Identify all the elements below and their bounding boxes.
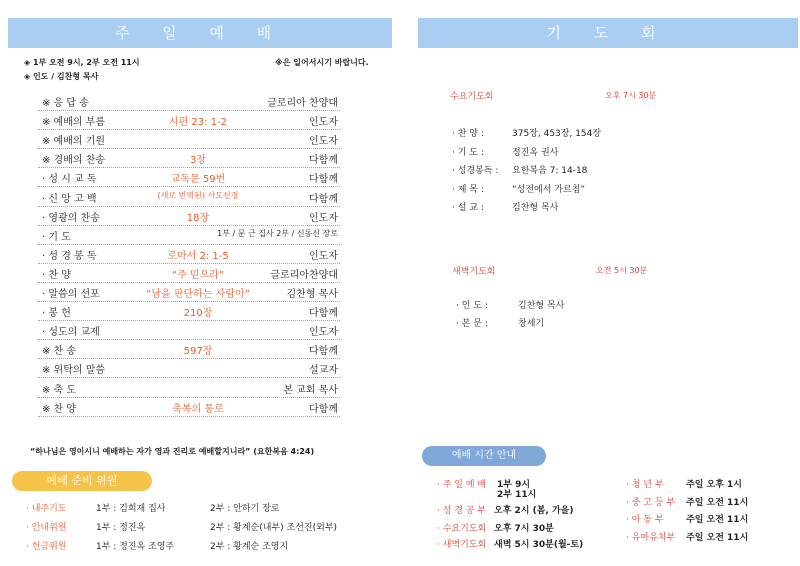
wednesday-item-value: 정진옥 권사 (512, 147, 559, 158)
order-item-leader: 다함께 (309, 308, 338, 320)
schedule-label: · 중 고 등 부 (626, 497, 676, 508)
order-item-leader: 글로리아찬양대 (270, 269, 338, 281)
committee-label: · 내주기도 (26, 504, 67, 514)
order-item-name: ※ 찬 양 (42, 403, 77, 415)
order-item-leader: 김찬형 목사 (286, 289, 338, 300)
order-item-name: · 찬 양 (42, 269, 71, 281)
service-times (24, 57, 140, 68)
order-item-leader: 다함께 (309, 174, 338, 186)
order-item-name: ※ 찬 송 (42, 346, 77, 358)
order-item-leader: 다함께 (309, 346, 338, 358)
dawn-time: 오전 5시 30분 (596, 266, 648, 275)
schedule-label: · 청 년 부 (626, 480, 664, 490)
wednesday-item-value: 요한복음 7: 14-18 (512, 166, 588, 176)
diamond-icon: ◈ (24, 58, 31, 67)
committee-part2: 2부 : 황계순(내부) 조선진(외부) (210, 523, 338, 533)
dawn-item-label: · 본 문 : (456, 319, 488, 329)
schedule-value: 1부 9시 (497, 480, 531, 490)
order-item-name: ※ 예배의 부름 (42, 117, 106, 129)
dawn-title: 새벽기도회 (452, 267, 496, 277)
committee-part1: 1부 : 정진옥 (96, 523, 146, 533)
order-item-leader: 인도자 (309, 117, 338, 129)
schedule-title: 예배 시간 안내 (422, 446, 546, 466)
schedule-label: · 유아유치부 (626, 532, 676, 543)
schedule-label: · 성 경 공 부 (437, 506, 487, 516)
order-item-name: ※ 위탁의 말씀 (42, 365, 106, 377)
order-item-detail: 210장 (183, 308, 213, 320)
committee-part1: 1부 : 김희재 집사 (96, 504, 166, 514)
committee-part2: 2부 : 안하기 장로 (210, 504, 280, 514)
diamond-icon: ◈ (24, 72, 31, 81)
schedule-value: 2부 11시 (497, 490, 537, 500)
schedule-value: 주일 오전 11시 (686, 497, 749, 508)
right-page-header: 기 도 회 (418, 18, 798, 48)
order-item-leader: 다함께 (309, 155, 338, 167)
committee-title: 예배 준비 위원 (12, 471, 152, 491)
order-item-name: · 말씀의 선포 (42, 289, 100, 300)
wednesday-item-label: · 찬 양 : (452, 129, 484, 139)
order-row (38, 263, 340, 283)
schedule-label: · 수요기도회 (437, 524, 487, 534)
service-leader-text: 인도 / 김찬형 목사 (32, 72, 99, 81)
order-item-name: · 신 앙 고 백 (42, 193, 97, 205)
committee-part2: 2부 : 황계순 조영지 (210, 542, 289, 552)
schedule-label: · 아 동 부 (626, 515, 664, 525)
order-row (38, 301, 340, 321)
schedule-value: 주일 오전 11시 (686, 532, 749, 543)
order-row (38, 225, 340, 245)
order-item-leader: 설교자 (309, 365, 338, 377)
order-item-leader: 인도자 (309, 250, 338, 262)
order-item-name: · 기 도 (42, 231, 71, 243)
committee-part1: 1부 : 정진옥 조영주 (96, 542, 175, 552)
wednesday-item-value: 김찬형 목사 (512, 203, 559, 213)
order-item-detail: 18장 (186, 212, 210, 224)
order-row (38, 358, 340, 378)
order-item-leader: 글로리아 찬양대 (267, 98, 338, 109)
order-row (38, 244, 340, 264)
order-item-leader: 다함께 (309, 193, 338, 205)
order-item-detail: (새로 번역된) 사도신경 (157, 190, 239, 200)
order-row (38, 206, 340, 226)
order-item-detail: 축복의 통로 (172, 403, 224, 415)
order-row (38, 148, 340, 168)
dawn-item-label: · 인 도 : (456, 301, 488, 311)
schedule-value: 오후 7시 30분 (494, 524, 554, 534)
order-item-name: · 성 경 봉 독 (42, 250, 97, 262)
wednesday-item-label: · 기 도 : (452, 147, 484, 158)
order-item-name: · 성도의 교제 (42, 327, 100, 339)
dawn-item-value: 창세기 (518, 319, 545, 329)
left-page-header: 주 일 예 배 (8, 18, 392, 48)
order-item-name: · 영광의 찬송 (42, 212, 100, 224)
order-row (38, 167, 340, 187)
wednesday-item-label: · 제 목 : (452, 184, 484, 195)
schedule-value: 오후 2시 (봄, 가을) (494, 506, 574, 516)
committee-label: · 안내위원 (26, 523, 67, 533)
standing-notice: ※은 일어서시기 바랍니다. (275, 58, 369, 67)
wednesday-title: 수요기도회 (450, 92, 494, 102)
schedule-value: 새벽 5시 30분(월-토) (494, 540, 584, 550)
order-item-name: · 봉 헌 (42, 308, 71, 320)
order-item-detail: 3장 (189, 155, 207, 167)
order-item-detail: “주 믿으라” (171, 269, 225, 281)
service-leader (24, 71, 98, 82)
wednesday-time: 오후 7시 30분 (605, 91, 657, 100)
order-item-name: ※ 경배의 찬송 (42, 155, 106, 167)
order-item-name: · 성 시 교 독 (42, 174, 97, 186)
order-row (38, 129, 340, 149)
order-item-detail: 로마서 2: 1-5 (167, 250, 229, 262)
order-row (38, 110, 340, 130)
dawn-item-value: 김찬형 목사 (518, 301, 565, 311)
order-item-detail: “남을 판단하는 사람아” (146, 289, 250, 300)
wednesday-item-value: 375장, 453장, 154장 (512, 129, 602, 139)
schedule-value: 주일 오전 11시 (686, 515, 749, 525)
order-row (38, 378, 340, 398)
order-row (38, 397, 340, 417)
wednesday-item-label: · 성경봉독 : (452, 166, 499, 176)
order-item-leader: 본 교회 목사 (283, 384, 338, 396)
order-row (38, 339, 340, 359)
order-item-leader: 인도자 (309, 136, 338, 148)
order-item-detail: 시편 23: 1-2 (168, 117, 228, 129)
order-item-leader: 인도자 (309, 327, 338, 339)
order-item-name: ※ 응 답 송 (42, 98, 89, 109)
order-item-leader: 1부 / 문 근 집사 2부 / 신동신 장로 (217, 228, 338, 238)
wednesday-item-label: · 설 교 : (452, 203, 484, 213)
wednesday-item-value: “성전에서 가르침” (512, 184, 586, 195)
order-item-leader: 인도자 (309, 212, 338, 224)
order-row (38, 282, 340, 302)
schedule-label: · 주 일 예 배 (437, 480, 487, 490)
schedule-value: 주일 오후 1시 (686, 480, 742, 490)
order-row (38, 91, 340, 111)
committee-label: · 헌금위원 (26, 542, 67, 552)
order-item-detail: 597장 (183, 346, 213, 358)
service-times-text: 1부 오전 9시, 2부 오전 11시 (32, 58, 140, 67)
scripture-verse: “하나님은 영이시니 예배하는 자가 영과 진리로 예배할지니라” (요한복음 4:24) (30, 447, 315, 456)
order-item-name: ※ 예배의 기원 (42, 136, 106, 148)
schedule-label: · 새벽기도회 (437, 540, 487, 550)
order-row (38, 187, 340, 207)
order-item-leader: 다함께 (309, 403, 338, 415)
order-row (38, 320, 340, 340)
order-item-name: ※ 축 도 (42, 384, 77, 396)
order-item-detail: 교독문 59번 (170, 174, 226, 186)
